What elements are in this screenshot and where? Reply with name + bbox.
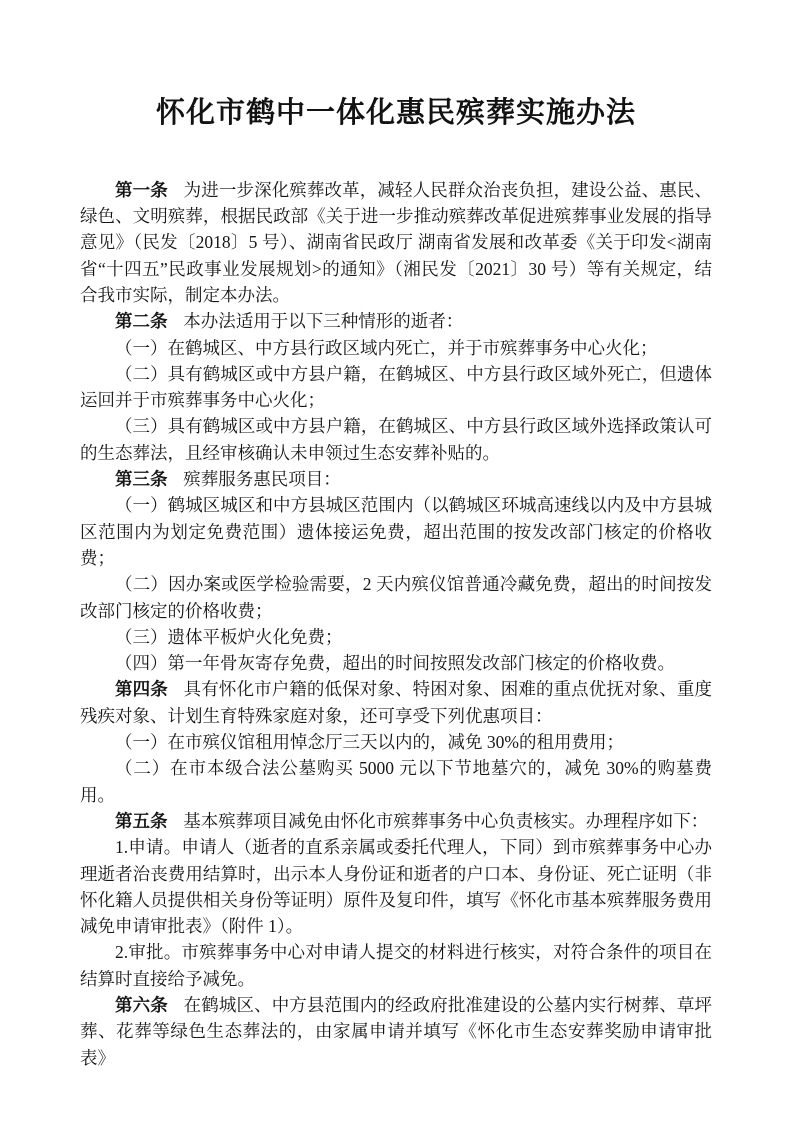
paragraph-article-3-item-1 [80,492,712,571]
article-3-label: 第三条 [115,469,168,490]
paragraph-article-3-item-3 [80,624,712,650]
article-2-text: 本办法适用于以下三种情形的逝者： [183,311,464,332]
article-5-step-1-text: 1.申请。申请人（逝者的直系亲属或委托代理人，下同）到市殡葬事务中心办理逝者治丧费用结算时，出示本人身份证和逝者的户口本、身份证、死亡证明（非怀化籍人员提供相关身份等证明）原件及复印件，填写《怀化市基本殡葬服务费用减免申请审批表》（附件 1）。 [80,837,712,937]
paragraph-article-2-item-1 [80,335,712,361]
article-2-item-3-text: （三）具有鹤城区或中方县户籍，在鹤城区、中方县行政区域外选择政策认可的生态葬法，且经审核确认未申领过生态安葬补贴的。 [80,416,712,463]
paragraph-article-3-item-4 [80,650,712,676]
paragraph-article-6 [80,992,712,1071]
article-3-item-3-text: （三）遗体平板炉火化免费； [115,626,343,647]
document-title: 怀化市鹤中一体化惠民殡葬实施办法 [155,97,636,129]
article-6-label: 第六条 [115,995,168,1015]
paragraph-article-5-step-1 [80,834,712,939]
paragraph-article-5 [80,808,712,834]
article-3-item-4-text: （四）第一年骨灰寄存免费，超出的时间按照发改部门核定的价格收费。 [115,653,675,674]
paragraph-article-3 [80,466,712,492]
article-5-label: 第五条 [115,810,168,831]
article-3-item-1-text: （一）鹤城区城区和中方县城区范围内（以鹤城区环城高速线以内及中方县城区范围内为划定免费范围）遗体接运免费，超出范围的按发改部门核定的价格收费； [80,495,712,568]
article-4-item-1-text: （一）在市殡仪馆租用悼念厅三天以内的，减免 30%的租用费用； [115,732,624,753]
paragraph-article-5-step-2 [80,939,712,992]
article-1-text: 为进一步深化殡葬改革，减轻人民群众治丧负担，建设公益、惠民、绿色、文明殡葬，根据民政部《关于进一步推动殡葬改革促进殡葬事业发展的指导意见》（民发〔2018〕5 号）、湖南省民政厅 湖南省发展和改革委《关于印发<湖南省“十四五”民政事业发展规划>的通知》（湘民发〔2021〕30 号）等有关规定，结合我市实际，制定本办法。 [80,179,713,305]
paragraph-article-4-item-2 [80,755,712,808]
article-2-item-1-text: （一）在鹤城区、中方县行政区域内死亡，并于市殡葬事务中心火化； [115,337,658,358]
article-5-text: 基本殡葬项目减免由怀化市殡葬事务中心负责核实。办理程序如下： [183,810,709,831]
article-4-item-2-text: （二）在市本级合法公墓购买 5000 元以下节地墓穴的，减免 30%的购墓费用。 [80,758,712,805]
paragraph-article-2-item-2 [80,361,712,414]
paragraph-article-4-item-1 [80,729,712,755]
article-4-text: 具有怀化市户籍的低保对象、特困对象、困难的重点优抚对象、重度残疾对象、计划生育特殊家庭对象，还可享受下列优惠项目： [80,679,713,726]
article-3-item-2-text: （二）因办案或医学检验需要，2 天内殡仪馆普通冷藏免费，超出的时间按发改部门核定的价格收费； [80,574,712,621]
paragraph-article-4 [80,676,712,729]
article-1-label: 第一条 [115,179,168,200]
article-6-text: 在鹤城区、中方县范围内的经政府批准建设的公墓内实行树葬、草坪葬、花葬等绿色生态葬法的，由家属申请并填写《怀化市生态安葬奖励申请审批表》 [80,995,713,1068]
document-body [80,177,712,1071]
paragraph-article-2 [80,308,712,334]
article-2-label: 第二条 [115,311,168,332]
paragraph-article-2-item-3 [80,413,712,466]
article-2-item-2-text: （二）具有鹤城区或中方县户籍，在鹤城区、中方县行政区域外死亡，但遗体运回并于市殡葬事务中心火化； [80,363,712,411]
paragraph-article-3-item-2 [80,571,712,624]
paragraph-article-1 [80,177,712,308]
article-3-text: 殡葬服务惠民项目： [183,469,341,490]
article-4-label: 第四条 [115,679,168,700]
article-5-step-2-text: 2.审批。市殡葬事务中心对申请人提交的材料进行核实，对符合条件的项目在结算时直接给予减免。 [80,942,712,989]
